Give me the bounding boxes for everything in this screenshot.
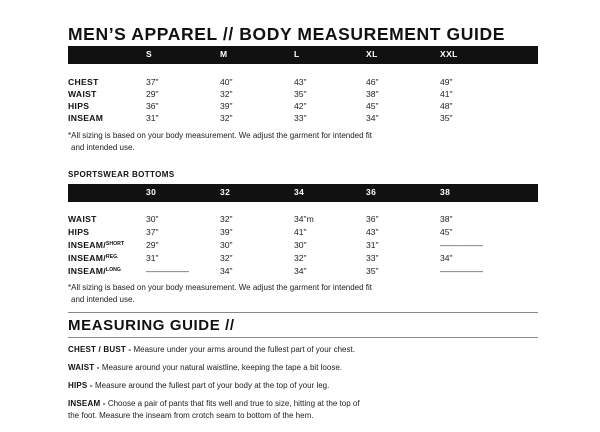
guide-item-hips	[68, 380, 538, 392]
guide-item-waist	[68, 362, 538, 374]
cell: 35"	[294, 89, 307, 99]
cell: 46"	[366, 77, 379, 87]
cell: 39"	[220, 101, 233, 111]
cell: 43"	[294, 77, 307, 87]
cell: 34"	[440, 253, 453, 263]
row-label: INSEAM/$^{SHORT}$	[68, 240, 125, 250]
cell: 43"	[366, 227, 379, 237]
cell: 35"	[440, 113, 453, 123]
cell: 34"m	[294, 214, 314, 224]
bottoms-sizing-note	[68, 282, 538, 305]
cell: 45"	[440, 227, 453, 237]
bottoms-size-36: 36	[366, 187, 377, 197]
row-label: WAIST	[68, 89, 97, 99]
apparel-row-chest	[68, 77, 538, 89]
cell: 30"	[294, 240, 307, 250]
guide-text: Choose a pair of pants that fits well and true to size, hitting at the top of	[105, 399, 360, 408]
apparel-size-xxl: XXL	[440, 49, 458, 59]
cell: 37"	[146, 77, 159, 87]
sportswear-bottoms-title: SPORTSWEAR BOTTOMS	[68, 170, 175, 179]
guide-text: Measure under your arms around the fullest part of your chest.	[131, 345, 355, 354]
cell: —————	[440, 266, 483, 276]
cell: 32"	[220, 253, 233, 263]
guide-term: INSEAM -	[68, 399, 106, 408]
note-line: *All sizing is based on your body measurement. We adjust the garment for intended fit	[68, 131, 373, 140]
cell: 32"	[220, 89, 233, 99]
row-label: CHEST	[68, 77, 99, 87]
cell: 33"	[294, 113, 307, 123]
row-label: WAIST	[68, 214, 97, 224]
bottoms-size-34: 34	[294, 187, 305, 197]
apparel-sizing-note	[68, 130, 538, 153]
row-label: HIPS	[68, 101, 90, 111]
row-label-sup: LONG	[105, 267, 121, 273]
cell: 40"	[220, 77, 233, 87]
guide-item-inseam	[68, 398, 538, 421]
row-label: INSEAM/$^{LONG}$	[68, 266, 121, 276]
guide-item-chest	[68, 344, 538, 356]
cell: 33"	[366, 253, 379, 263]
guide-text: Measure around your natural waistline, keeping the tape a bit loose.	[99, 363, 342, 372]
cell: 30"	[146, 214, 159, 224]
guide-text: Measure around the fullest part of your body at the top of your leg.	[92, 381, 330, 390]
row-label: HIPS	[68, 227, 90, 237]
note-line: and intended use.	[71, 142, 135, 152]
cell: 36"	[366, 214, 379, 224]
cell: 48"	[440, 101, 453, 111]
bottoms-row-inseam-long	[68, 266, 538, 278]
bottoms-size-32: 32	[220, 187, 231, 197]
bottoms-row-inseam-short	[68, 240, 538, 252]
cell: —————	[440, 240, 483, 250]
cell: 38"	[440, 214, 453, 224]
row-label-sup: SHORT	[105, 241, 125, 247]
apparel-row-waist	[68, 89, 538, 101]
cell: 35"	[366, 266, 379, 276]
apparel-row-inseam	[68, 113, 538, 125]
section-divider	[68, 337, 538, 338]
cell: 29"	[146, 240, 159, 250]
bottoms-row-hips	[68, 227, 538, 239]
bottoms-size-30: 30	[146, 187, 157, 197]
apparel-size-l: L	[294, 49, 300, 59]
cell: 34"	[366, 113, 379, 123]
row-label: INSEAM	[68, 113, 104, 123]
cell: 32"	[220, 214, 233, 224]
cell: 29"	[146, 89, 159, 99]
cell: 32"	[294, 253, 307, 263]
cell: 31"	[146, 253, 159, 263]
bottoms-size-38: 38	[440, 187, 451, 197]
cell: 45"	[366, 101, 379, 111]
cell: 41"	[294, 227, 307, 237]
cell: 31"	[366, 240, 379, 250]
guide-term: HIPS -	[68, 381, 93, 390]
cell: 41"	[440, 89, 453, 99]
cell: 32"	[220, 113, 233, 123]
cell: 38"	[366, 89, 379, 99]
cell: 42"	[294, 101, 307, 111]
cell: 36"	[146, 101, 159, 111]
section-divider	[68, 312, 538, 313]
row-label-sup: REG.	[105, 254, 119, 260]
apparel-size-header	[68, 46, 538, 64]
note-line: *All sizing is based on your body measurement. We adjust the garment for intended fit	[68, 283, 373, 292]
bottoms-size-header	[68, 184, 538, 202]
cell: 39"	[220, 227, 233, 237]
note-line: and intended use.	[71, 294, 135, 304]
cell: —————	[146, 266, 189, 276]
measuring-guide-title: MEASURING GUIDE //	[68, 317, 235, 334]
cell: 34"	[294, 266, 307, 276]
cell: 49"	[440, 77, 453, 87]
guide-text-line2: the foot. Measure the inseam from crotch seam to bottom of the hem.	[68, 410, 314, 420]
cell: 31"	[146, 113, 159, 123]
guide-term: CHEST / BUST -	[68, 345, 132, 354]
apparel-size-xl: XL	[366, 49, 378, 59]
bottoms-row-waist	[68, 214, 538, 226]
cell: 30"	[220, 240, 233, 250]
cell: 37"	[146, 227, 159, 237]
apparel-row-hips	[68, 101, 538, 113]
page-title: MEN’S APPAREL // BODY MEASUREMENT GUIDE	[68, 24, 505, 44]
cell: 34"	[220, 266, 233, 276]
bottoms-row-inseam-reg	[68, 253, 538, 265]
apparel-size-s: S	[146, 49, 153, 59]
apparel-size-m: M	[220, 49, 228, 59]
guide-term: WAIST -	[68, 363, 100, 372]
row-label: INSEAM/$^{REG.}$	[68, 253, 119, 263]
